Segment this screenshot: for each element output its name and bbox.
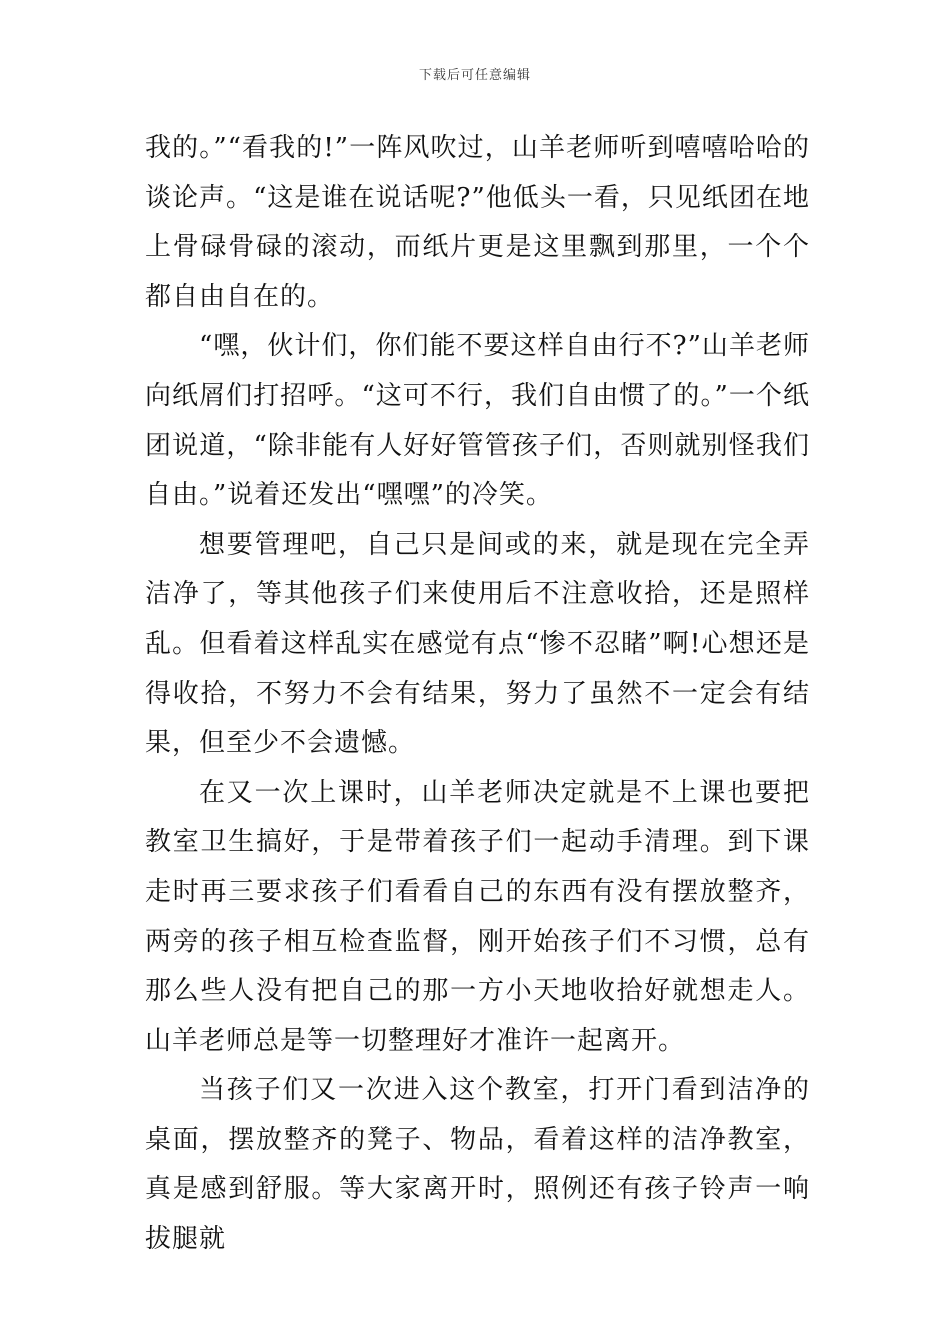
paragraph-4: 在又一次上课时，山羊老师决定就是不上课也要把教室卫生搞好，于是带着孩子们一起动手清理。到下课走时再三要求孩子们看看自己的东西有没有摆放整齐，两旁的孩子相互检查监督，刚开始孩子们不习惯，总有那么些人没有把自己的那一方小天地收拾好就想走人。山羊老师总是等一切整理好才准许一起离开。 bbox=[145, 777, 810, 1056]
paragraph-1: 我的。”“看我的!”一阵风吹过，山羊老师听到嘻嘻哈哈的谈论声。“这是谁在说话呢?”他低头一看，只见纸团在地上骨碌骨碌的滚动，而纸片更是这里飘到那里，一个个都自由自在的。 bbox=[145, 133, 810, 312]
page-header-note: 下载后可任意编辑 bbox=[418, 68, 531, 83]
paragraph-5: 当孩子们又一次进入这个教室，打开门看到洁净的桌面，摆放整齐的凳子、物品，看着这样的洁净教室，真是感到舒服。等大家离开时，照例还有孩子铃声一响拔腿就 bbox=[145, 1075, 810, 1255]
document-body bbox=[145, 124, 810, 1265]
paragraph-3: 想要管理吧，自己只是间或的来，就是现在完全弄洁净了，等其他孩子们来使用后不注意收拾，还是照样乱。但看着这样乱实在感觉有点“惨不忍睹”啊!心想还是得收拾，不努力不会有结果，努力了虽然不一定会有结果，但至少不会遗憾。 bbox=[145, 529, 810, 759]
paragraph-2: “嘿，伙计们，你们能不要这样自由行不?”山羊老师向纸屑们打招呼。“这可不行，我们自由惯了的。”一个纸团说道，“除非能有人好好管管孩子们，否则就别怪我们自由。”说着还发出“嘿嘿”的冷笑。 bbox=[145, 331, 810, 511]
